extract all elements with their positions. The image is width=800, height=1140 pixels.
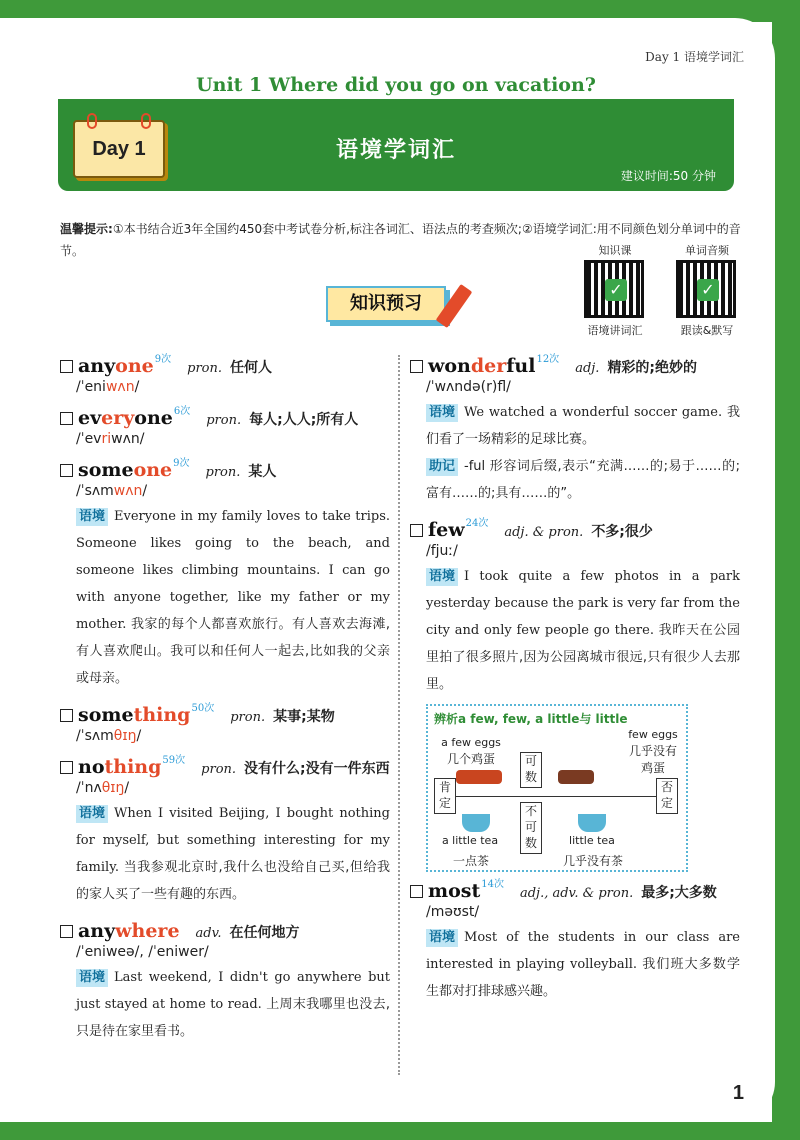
context-example <box>426 399 740 453</box>
vocab-entry <box>60 407 390 447</box>
context-tag: 语境 <box>76 969 108 987</box>
left-column <box>60 355 390 1057</box>
few-eggs-label: few eggs <box>628 728 678 741</box>
section-badge: 知识预习 <box>326 286 446 322</box>
meaning: 没有什么;没有一件东西 <box>244 761 390 777</box>
qr-code-icon <box>676 260 736 318</box>
checkbox[interactable] <box>410 524 423 537</box>
vocab-entry <box>60 756 390 796</box>
frequency: 14次 <box>481 879 504 890</box>
context-english: When I visited Beijing, I bought nothing for myself, but something interesting for my family. <box>76 806 390 875</box>
right-column <box>410 355 740 1005</box>
qr-code-icon <box>584 260 644 318</box>
qr-knowledge[interactable] <box>576 242 654 337</box>
meaning: 精彩的;绝妙的 <box>607 360 698 376</box>
running-head: Day 1 语境学词汇 <box>645 50 744 64</box>
frequency: 6次 <box>173 406 191 417</box>
tea-cup-icon <box>462 814 490 832</box>
checkbox[interactable] <box>60 761 73 774</box>
context-english: Most of the students in our class are interested in playing volleyball. <box>426 930 740 972</box>
frequency: 24次 <box>465 518 489 529</box>
qr-audio[interactable] <box>668 242 746 337</box>
check-icon: ✓ <box>605 279 627 301</box>
check-icon: ✓ <box>697 279 719 301</box>
positive-box: 肯定 <box>434 778 456 814</box>
word: few <box>428 519 465 541</box>
a-little-tea-zh: 一点茶 <box>452 854 489 868</box>
few-eggs-zh: 几乎没有鸡蛋 <box>628 744 677 775</box>
context-example <box>76 503 390 692</box>
checkbox[interactable] <box>60 925 73 938</box>
phonetic: /ˈevriwʌn/ <box>76 431 145 447</box>
phonetic: /ˈeniwʌn/ <box>76 379 140 395</box>
meaning: 最多;大多数 <box>641 885 717 901</box>
banner-title: 语境学词汇 <box>335 138 456 163</box>
axis-line <box>456 796 656 797</box>
memory-text: -ful 形容词后缀,表示“充满……的;易于……的;富有……的;具有……的”。 <box>426 459 740 501</box>
a-little-tea-label: a little tea <box>441 834 499 847</box>
part-of-speech: adj., adv. & pron. <box>519 886 634 901</box>
word: nothing <box>78 756 162 778</box>
context-tag: 语境 <box>76 805 108 823</box>
context-chinese: 上周末我哪里也没去,只是待在家里看书。 <box>76 997 391 1039</box>
meaning: 每人;人人;所有人 <box>249 412 359 428</box>
unit-title: Unit 1 Where did you go on vacation? <box>58 73 734 99</box>
vocab-entry <box>410 880 740 920</box>
day-badge <box>73 120 165 178</box>
phonetic: /ˈsʌmwʌn/ <box>76 483 148 499</box>
phonetic: /ˈnʌθɪŋ/ <box>76 780 130 796</box>
vocab-entry <box>60 459 390 499</box>
meaning: 在任何地方 <box>229 925 300 941</box>
checkbox[interactable] <box>60 360 73 373</box>
page-edge-right <box>772 0 800 1140</box>
context-english: We watched a wonderful soccer game. <box>464 405 723 420</box>
calendar-ring-icon <box>87 113 97 129</box>
context-example <box>76 964 390 1045</box>
checkbox[interactable] <box>60 709 73 722</box>
context-tag: 语境 <box>426 929 458 947</box>
frequency: 59次 <box>162 755 186 766</box>
vocab-entry <box>60 355 390 395</box>
word: anyone <box>78 355 154 377</box>
context-example <box>76 800 390 908</box>
frequency: 9次 <box>173 458 190 469</box>
part-of-speech: pron. <box>206 413 242 428</box>
meaning: 不多;很少 <box>591 524 653 540</box>
part-of-speech: pron. <box>205 465 241 480</box>
suggested-time: 建议时间:50 分钟 <box>620 169 716 183</box>
part-of-speech: adj. & pron. <box>504 525 584 540</box>
qr-bottom-label: 跟读&默写 <box>680 324 734 337</box>
part-of-speech: pron. <box>230 710 266 725</box>
meaning: 某事;某物 <box>273 709 335 725</box>
page-edge-bottom <box>0 1122 800 1140</box>
countable-box: 可数 <box>520 752 542 788</box>
context-english: I took quite a few photos in a park yesterday because the park is very far from the city and only few people go there. <box>426 569 740 638</box>
checkbox[interactable] <box>60 464 73 477</box>
uncountable-box: 不可数 <box>520 802 542 854</box>
memory-tag: 助记 <box>426 458 458 476</box>
part-of-speech: pron. <box>201 762 237 777</box>
context-chinese: 我家的每个人都喜欢旅行。有人喜欢去海滩,有人喜欢爬山。我可以和任何人一起去,比如我的父亲或母亲。 <box>76 617 390 686</box>
tip-text: ①本书结合近3年全国约450套中考试卷分析,标注各词汇、语法点的考查频次;②语境学词汇:用不同颜色划分单词中的音节。 <box>60 222 741 258</box>
eggs-icon <box>558 770 594 784</box>
a-few-eggs-zh: 几个鸡蛋 <box>446 752 495 766</box>
vocab-entry <box>60 704 390 744</box>
context-chinese: 我昨天在公园里拍了很多照片,因为公园离城市很远,只有很少人去那里。 <box>426 623 740 692</box>
context-tag: 语境 <box>426 404 458 422</box>
word: wonderful <box>428 355 536 377</box>
meaning: 某人 <box>248 464 277 480</box>
calendar-ring-icon <box>141 113 151 129</box>
frequency: 50次 <box>191 703 215 714</box>
column-divider <box>398 355 400 1075</box>
vocab-entry <box>410 355 740 395</box>
day-label: Day 1 <box>92 138 146 160</box>
word: most <box>428 880 481 902</box>
phonetic: /ˈeniweə/, /ˈeniwer/ <box>76 944 209 960</box>
context-chinese: 我们班大多数学生都对打排球感兴趣。 <box>426 957 740 999</box>
checkbox[interactable] <box>410 885 423 898</box>
context-example <box>426 563 740 698</box>
word: everyone <box>78 407 173 429</box>
page-number: 1 <box>732 1082 744 1104</box>
qr-top-label: 单词音频 <box>685 244 729 257</box>
frequency: 9次 <box>154 354 172 365</box>
checkbox[interactable] <box>60 412 73 425</box>
context-english: Everyone in my family loves to take trips. Someone likes going to the beach, and someone likes climbing mountains. I can go with anyone together, like my father or my mother. <box>76 509 390 632</box>
phonetic: /məʊst/ <box>426 904 480 920</box>
context-chinese: 当我参观北京时,我什么也没给自己买,但给我的家人买了一些有趣的东西。 <box>76 860 390 902</box>
analysis-title: 辨析a few, few, a little与 little <box>434 712 628 726</box>
phonetic: /fjuː/ <box>426 543 458 559</box>
context-tag: 语境 <box>76 508 108 526</box>
word: someone <box>78 459 173 481</box>
context-tag: 语境 <box>426 568 458 586</box>
negative-box: 否定 <box>656 778 678 814</box>
phonetic: /ˈwʌndə(r)fl/ <box>426 379 511 395</box>
word: something <box>78 704 191 726</box>
part-of-speech: pron. <box>187 361 222 376</box>
qr-bottom-label: 语境讲词汇 <box>587 324 643 337</box>
part-of-speech: adv. <box>195 926 222 941</box>
qr-top-label: 知识课 <box>598 244 632 257</box>
vocab-entry <box>410 519 740 559</box>
context-example <box>426 924 740 1005</box>
word: anywhere <box>78 920 180 942</box>
tea-cup-icon <box>578 814 606 832</box>
little-tea-zh: 几乎没有茶 <box>562 854 623 868</box>
frequency: 12次 <box>536 354 560 365</box>
context-english: Last weekend, I didn't go anywhere but just stayed at home to read. <box>76 970 390 1012</box>
little-tea-label: little tea <box>569 834 615 847</box>
memory-aid <box>426 453 740 507</box>
context-chinese: 我们看了一场精彩的足球比赛。 <box>426 405 740 447</box>
vocab-entry <box>60 920 390 960</box>
a-few-eggs-label: a few eggs <box>441 736 501 749</box>
meaning: 任何人 <box>230 360 272 376</box>
phonetic: /ˈsʌmθɪŋ/ <box>76 728 142 744</box>
checkbox[interactable] <box>410 360 423 373</box>
part-of-speech: adj. <box>575 361 600 376</box>
analysis-box <box>426 704 688 872</box>
eggs-icon <box>456 770 502 784</box>
tip-label: 温馨提示: <box>60 222 113 236</box>
